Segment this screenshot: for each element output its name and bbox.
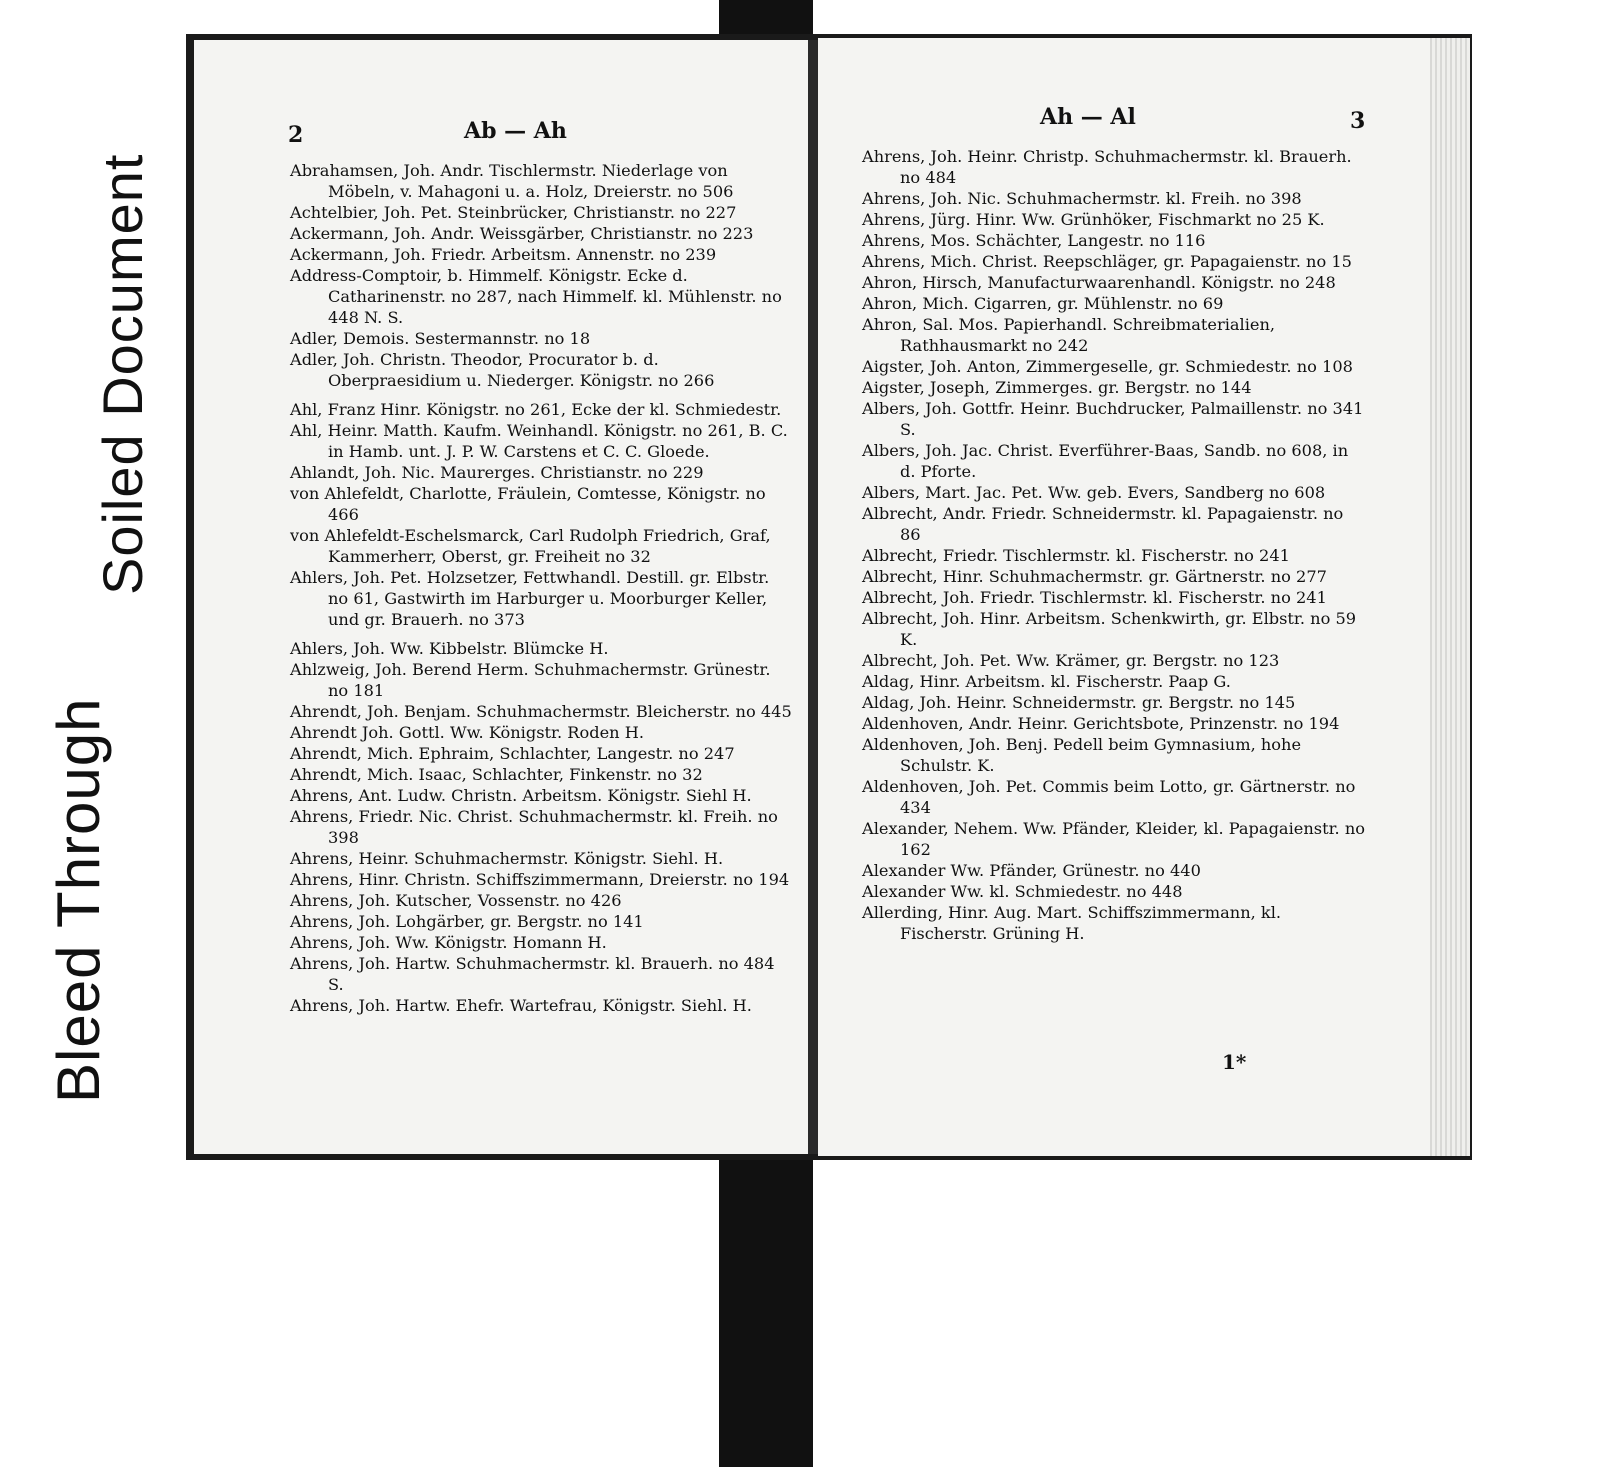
- left-entry-list: [290, 160, 792, 1016]
- directory-entry: Albrecht, Andr. Friedr. Schneidermstr. kl. Papagaienstr. no 86: [862, 504, 1344, 544]
- right-page-header: Ah — Al: [1040, 104, 1136, 130]
- directory-entry: Achtelbier, Joh. Pet. Steinbrücker, Christianstr. no 227: [290, 203, 737, 222]
- right-page-number: 3: [1350, 108, 1366, 134]
- directory-entry: Ahl, Franz Hinr. Königstr. no 261, Ecke der kl. Schmiedestr.: [290, 400, 782, 419]
- left-page-header: Ab — Ah: [464, 118, 567, 144]
- directory-entry: Albrecht, Joh. Hinr. Arbeitsm. Schenkwirth, gr. Elbstr. no 59 K.: [862, 609, 1357, 649]
- directory-entry: Aldenhoven, Andr. Heinr. Gerichtsbote, Prinzenstr. no 194: [862, 714, 1340, 733]
- directory-entry: Alexander, Nehem. Ww. Pfänder, Kleider, kl. Papagaienstr. no 162: [862, 819, 1365, 859]
- directory-entry: von Ahlefeldt-Eschelsmarck, Carl Rudolph Friedrich, Graf, Kammerherr, Oberst, gr. Freiheit no 32: [290, 526, 771, 566]
- directory-entry: Ahrens, Joh. Ww. Königstr. Homann H.: [290, 933, 607, 952]
- directory-entry: Ahrens, Joh. Nic. Schuhmachermstr. kl. Freih. no 398: [862, 189, 1302, 208]
- directory-entry: Ahlzweig, Joh. Berend Herm. Schuhmachermstr. Grünestr. no 181: [290, 660, 771, 700]
- directory-entry: Ahrendt Joh. Gottl. Ww. Königstr. Roden H.: [290, 723, 644, 742]
- directory-entry: Ahl, Heinr. Matth. Kaufm. Weinhandl. Königstr. no 261, B. C. in Hamb. unt. J. P. W. Carstens et C. C. Gloede.: [290, 421, 788, 461]
- directory-entry: Ahron, Sal. Mos. Papierhandl. Schreibmaterialien, Rathhausmarkt no 242: [862, 315, 1276, 355]
- directory-entry: Adler, Joh. Christn. Theodor, Procurator b. d. Oberpraesidium u. Niederger. Königstr. no 266: [290, 350, 715, 390]
- directory-entry: Alexander Ww. kl. Schmiedestr. no 448: [862, 882, 1183, 901]
- directory-entry: Ahrendt, Joh. Benjam. Schuhmachermstr. Bleicherstr. no 445: [290, 702, 792, 721]
- directory-entry: Aldenhoven, Joh. Benj. Pedell beim Gymnasium, hohe Schulstr. K.: [862, 735, 1302, 775]
- directory-entry: Ahron, Mich. Cigarren, gr. Mühlenstr. no 69: [862, 294, 1224, 313]
- directory-entry: Ahrens, Mos. Schächter, Langestr. no 116: [862, 231, 1206, 250]
- directory-entry: von Ahlefeldt, Charlotte, Fräulein, Comtesse, Königstr. no 466: [290, 484, 766, 524]
- directory-entry: Ahrens, Jürg. Hinr. Ww. Grünhöker, Fischmarkt no 25 K.: [862, 210, 1325, 229]
- signature-mark: 1*: [1222, 1050, 1247, 1074]
- directory-entry: Ahrens, Joh. Kutscher, Vossenstr. no 426: [290, 891, 622, 910]
- directory-entry: Adler, Demois. Sestermannstr. no 18: [290, 329, 591, 348]
- directory-entry: Albers, Joh. Gottfr. Heinr. Buchdrucker, Palmaillenstr. no 341 S.: [862, 399, 1364, 439]
- directory-entry: Ahrens, Joh. Lohgärber, gr. Bergstr. no 141: [290, 912, 644, 931]
- right-entry-list: [862, 146, 1366, 944]
- directory-entry: Albers, Joh. Jac. Christ. Everführer-Baas, Sandb. no 608, in d. Pforte.: [862, 441, 1349, 481]
- directory-entry: Albers, Mart. Jac. Pet. Ww. geb. Evers, Sandberg no 608: [862, 483, 1326, 502]
- soiled-document-label: Soiled Document: [91, 153, 154, 595]
- directory-entry: Ahrens, Ant. Ludw. Christn. Arbeitsm. Königstr. Siehl H.: [290, 786, 752, 805]
- directory-entry: Ackermann, Joh. Friedr. Arbeitsm. Annenstr. no 239: [290, 245, 717, 264]
- directory-entry: Ahlers, Joh. Pet. Holzsetzer, Fettwhandl. Destill. gr. Elbstr. no 61, Gastwirth im Harburger u. Moorburger Keller, und gr. Brauerh. no 373: [290, 568, 770, 629]
- directory-entry: Aldenhoven, Joh. Pet. Commis beim Lotto, gr. Gärtnerstr. no 434: [862, 777, 1356, 817]
- directory-entry: Ahrens, Joh. Hartw. Schuhmachermstr. kl. Brauerh. no 484 S.: [290, 954, 775, 994]
- directory-entry: Ahrendt, Mich. Isaac, Schlachter, Finkenstr. no 32: [290, 765, 703, 784]
- bleed-through-label: Bleed Through: [45, 697, 112, 1103]
- directory-entry: Ahrendt, Mich. Ephraim, Schlachter, Langestr. no 247: [290, 744, 735, 763]
- directory-entry: Ackermann, Joh. Andr. Weissgärber, Christianstr. no 223: [290, 224, 754, 243]
- binding-strip-bottom: [719, 1148, 813, 1467]
- directory-entry: Abrahamsen, Joh. Andr. Tischlermstr. Niederlage von Möbeln, v. Mahagoni u. a. Holz, Dreierstr. no 506: [290, 161, 734, 201]
- directory-entry: Ahron, Hirsch, Manufacturwaarenhandl. Königstr. no 248: [862, 273, 1336, 292]
- directory-entry: Ahlandt, Joh. Nic. Maurerges. Christianstr. no 229: [290, 463, 704, 482]
- directory-entry: Ahlers, Joh. Ww. Kibbelstr. Blümcke H.: [290, 639, 609, 658]
- directory-entry: Ahrens, Joh. Heinr. Christp. Schuhmachermstr. kl. Brauerh. no 484: [862, 147, 1352, 187]
- directory-entry: Aigster, Joseph, Zimmerges. gr. Bergstr. no 144: [862, 378, 1252, 397]
- directory-entry: Ahrens, Mich. Christ. Reepschläger, gr. Papagaienstr. no 15: [862, 252, 1352, 271]
- directory-entry: Address-Comptoir, b. Himmelf. Königstr. Ecke d. Catharinenstr. no 287, nach Himmelf. kl. Mühlenstr. no 448 N. S.: [290, 266, 782, 327]
- directory-entry: Albrecht, Hinr. Schuhmachermstr. gr. Gärtnerstr. no 277: [862, 567, 1327, 586]
- directory-entry: Albrecht, Friedr. Tischlermstr. kl. Fischerstr. no 241: [862, 546, 1290, 565]
- directory-entry: Albrecht, Joh. Pet. Ww. Krämer, gr. Bergstr. no 123: [862, 651, 1280, 670]
- directory-entry: Alexander Ww. Pfänder, Grünestr. no 440: [862, 861, 1201, 880]
- directory-entry: Ahrens, Heinr. Schuhmachermstr. Königstr. Siehl. H.: [290, 849, 724, 868]
- left-page-number: 2: [288, 122, 304, 148]
- book-gutter: [808, 40, 818, 1154]
- directory-entry: Aldag, Joh. Heinr. Schneidermstr. gr. Bergstr. no 145: [862, 693, 1296, 712]
- directory-entry: Albrecht, Joh. Friedr. Tischlermstr. kl. Fischerstr. no 241: [862, 588, 1327, 607]
- directory-entry: Ahrens, Hinr. Christn. Schiffszimmermann, Dreierstr. no 194: [290, 870, 790, 889]
- directory-entry: Allerding, Hinr. Aug. Mart. Schiffszimmermann, kl. Fischerstr. Grüning H.: [862, 903, 1282, 943]
- directory-entry: Ahrens, Friedr. Nic. Christ. Schuhmachermstr. kl. Freih. no 398: [290, 807, 778, 847]
- directory-entry: Aldag, Hinr. Arbeitsm. kl. Fischerstr. Paap G.: [862, 672, 1231, 691]
- directory-entry: Aigster, Joh. Anton, Zimmergeselle, gr. Schmiedestr. no 108: [862, 357, 1353, 376]
- directory-entry: Ahrens, Joh. Hartw. Ehefr. Wartefrau, Königstr. Siehl. H.: [290, 996, 752, 1015]
